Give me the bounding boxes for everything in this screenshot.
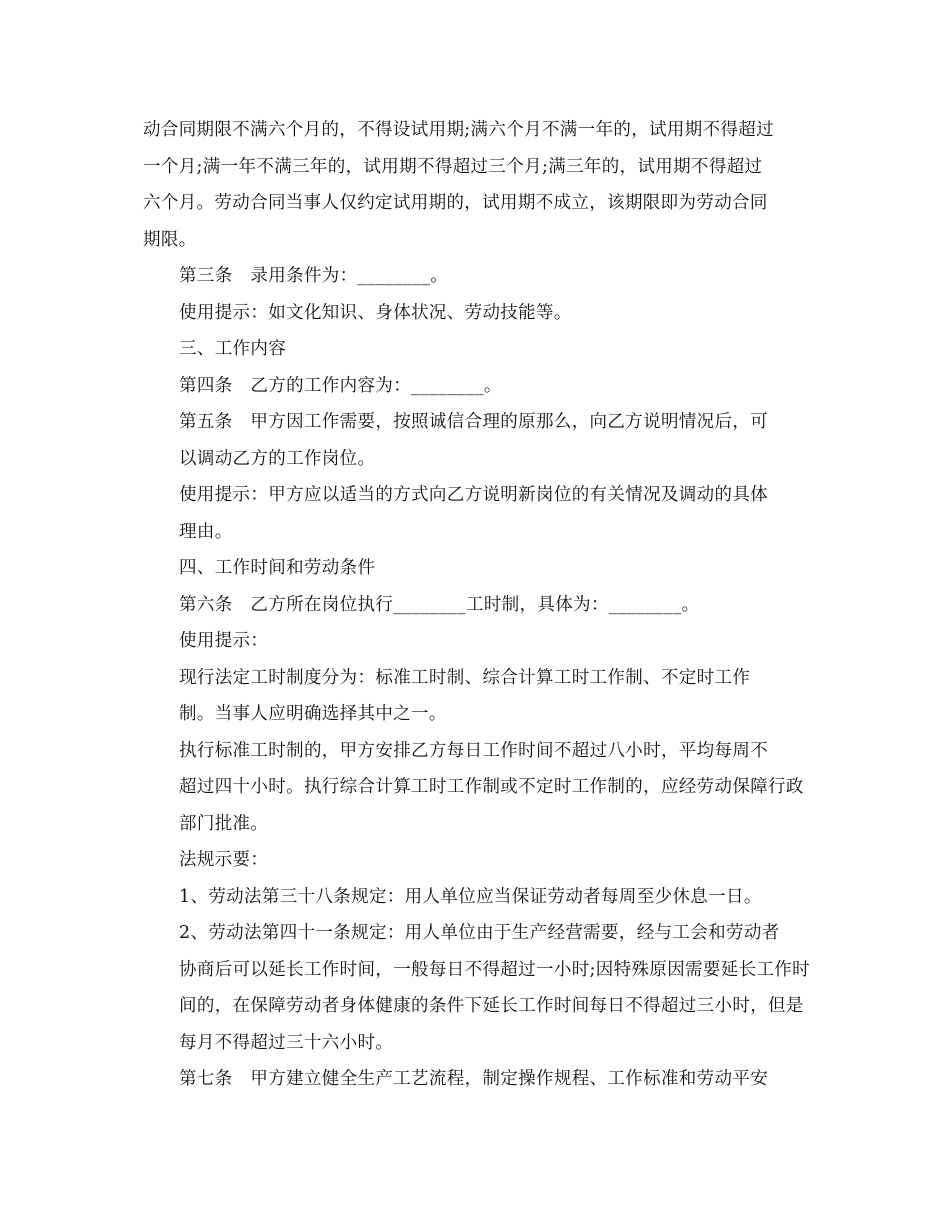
text-line: 第五条 甲方因工作需要，按照诚信合理的原那么，向乙方说明情况后，可 [179, 412, 769, 432]
text-line: 以调动乙方的工作岗位。 [179, 448, 376, 469]
text-line: 理由。 [179, 521, 233, 542]
text-line: 现行法定工时制度分为：标准工时制、综合计算工时工作制、不定时工作 [179, 667, 751, 688]
text-line: 使用提示：甲方应以适当的方式向乙方说明新岗位的有关情况及调动的具体 [179, 485, 769, 505]
text-line: 制。当事人应明确选择其中之一。 [179, 704, 447, 724]
paragraph-standard-hours [143, 733, 813, 843]
usage-tip-hiring [143, 295, 813, 332]
text-line: 期限。 [143, 229, 197, 250]
paragraph-probation-period [143, 112, 813, 258]
usage-tip-label [143, 623, 813, 660]
text-line: 第四条 乙方的工作内容为：________。 [179, 375, 502, 396]
text-line: 动合同期限不满六个月的，不得设试用期;满六个月不满一年的，试用期不得超过 [143, 120, 774, 140]
text-line: 三、工作内容 [179, 339, 287, 359]
text-line: 执行标准工时制的，甲方安排乙方每日工作时间不超过八小时，平均每周不 [179, 740, 769, 761]
text-line: 每月不得超过三十六小时。 [179, 1032, 394, 1053]
section-heading-working-hours [143, 550, 813, 587]
article-5-job-transfer [143, 404, 813, 477]
text-line: 协商后可以延长工作时间，一般每日不得超过一小时;因特殊原因需要延长工作时 [179, 959, 810, 980]
text-line: 第七条 甲方建立健全生产工艺流程，制定操作规程、工作标准和劳动平安 [179, 1069, 769, 1089]
article-7-safety [143, 1061, 813, 1098]
article-6-working-hours [143, 587, 813, 624]
usage-tip-job-transfer [143, 477, 813, 550]
regulations-label [143, 842, 813, 879]
text-line: 法规示要： [179, 850, 269, 870]
article-3-hiring-conditions [143, 258, 813, 295]
text-line: 部门批准。 [179, 813, 269, 834]
section-heading-work-content [143, 331, 813, 368]
regulation-item-1 [143, 879, 813, 916]
text-line: 第六条 乙方所在岗位执行________工时制，具体为：________。 [179, 594, 700, 615]
text-line: 间的，在保障劳动者身体健康的条件下延长工作时间每日不得超过三小时，但是 [179, 996, 804, 1016]
paragraph-working-hour-systems [143, 660, 813, 733]
text-line: 六个月。劳动合同当事人仅约定试用期的，试用期不成立，该期限即为劳动合同 [143, 193, 768, 213]
text-line: 2、劳动法第四十一条规定：用人单位由于生产经营需要，经与工会和劳动者 [179, 923, 780, 943]
text-line: 使用提示：如文化知识、身体状况、劳动技能等。 [179, 302, 572, 323]
article-4-work-content [143, 368, 813, 405]
text-line: 使用提示： [179, 631, 269, 651]
text-line: 超过四十小时。执行综合计算工时工作制或不定时工作制的，应经劳动保障行政 [179, 777, 804, 797]
regulation-item-2 [143, 915, 813, 1061]
text-line: 四、工作时间和劳动条件 [179, 558, 376, 578]
text-line: 1、劳动法第三十八条规定：用人单位应当保证劳动者每周至少休息一日。 [179, 886, 762, 907]
text-line: 第三条 录用条件为：________。 [179, 266, 449, 286]
text-line: 一个月;满一年不满三年的，试用期不得超过三个月;满三年的，试用期不得超过 [143, 156, 763, 177]
document-body [143, 112, 813, 1098]
